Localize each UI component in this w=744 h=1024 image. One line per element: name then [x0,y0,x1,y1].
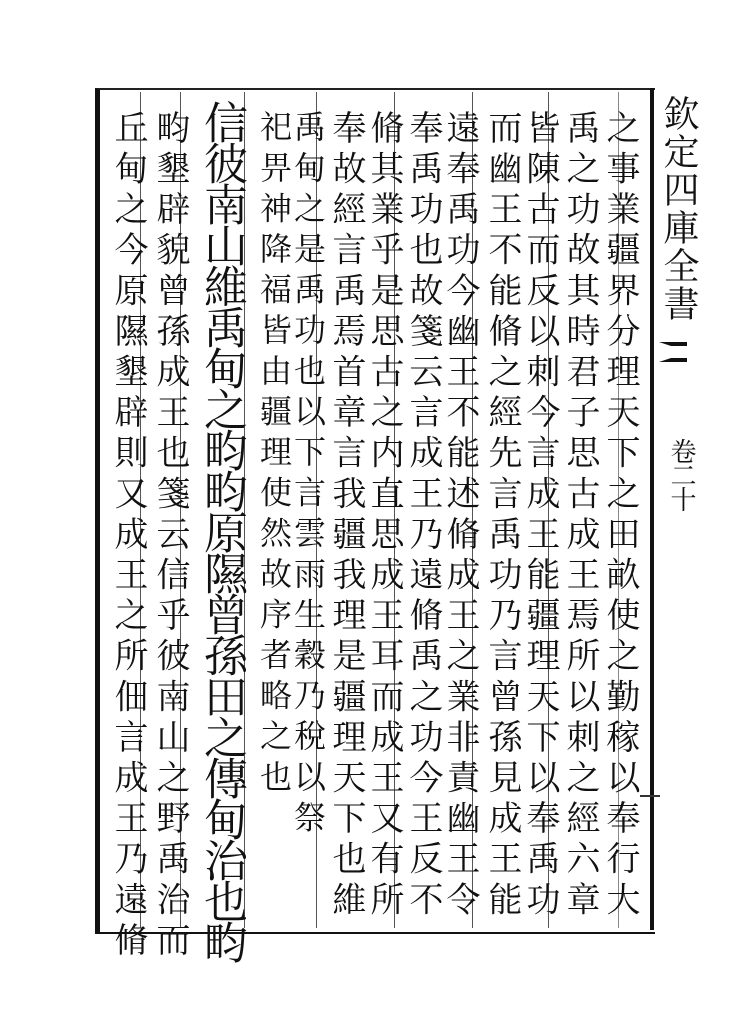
margin-tick [640,795,660,797]
text-column-11: 信彼南山維禹甸之畇畇原隰曾孫田之傳甸治也畇 [196,100,247,961]
text-column-3: 皆陳古而反以刺今言成王能疆理天下以奉禹功 [520,110,560,922]
text-column-10: 祀畀神降福皆由疆理使然故序者略之也 [255,110,293,801]
text-column-1: 之事業疆界分理天下之田畝使之勤稼以奉行大 [600,110,640,922]
text-column-12: 畇墾辟貌曾孫成王也箋云信乎彼南山之野禹治而 [150,110,190,963]
text-column-4: 而幽王不能脩之經先言禹功乃言曾孫見成王能 [482,110,522,922]
collection-title: 欽定四庫全書 [658,95,699,323]
center-fold-line [650,88,654,930]
fishtail-mark-icon [653,338,691,366]
text-column-13: 丘甸之今原隰墾辟則又成王之所佃言成王乃遠脩 [108,110,148,963]
text-column-6: 奉禹功也故箋云言成王乃遠脩禹之功今王反不 [403,110,443,922]
text-column-2: 禹之功故其時君子思古成王焉所以刺之經六章 [560,110,600,922]
text-column-7: 脩其業乎是思古之内直思成王耳而成王又有所 [364,110,404,922]
volume-number: 卷二十 [666,438,696,510]
text-column-9: 禹甸之是禹功也以下言雲雨生穀乃稅以祭 [289,110,327,841]
text-column-5: 遠奉禹功今幽王不能述脩成王之業非責幽王令 [440,110,480,922]
text-column-8: 奉故經言禹焉首章言我疆我理是疆理天下也維 [326,110,366,922]
